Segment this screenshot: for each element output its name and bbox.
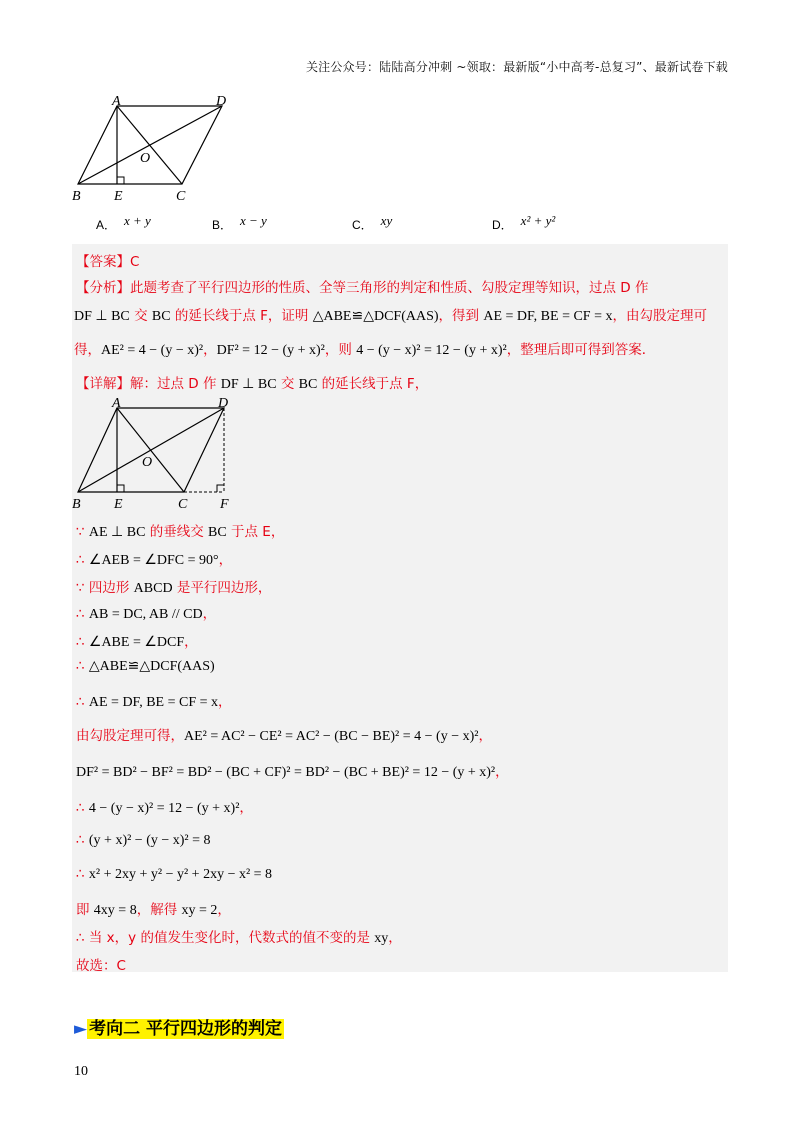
detail-intro: 【详解】解：过点 D 作 DF ⊥ BC 交 BC 的延长线于点 F， [76,376,429,392]
label-b: B [72,189,81,204]
step-6: ∴ △ABE≌△DCF(AAS) [76,658,215,674]
analysis-line-3: 得，AE² = 4 − (y − x)²，DF² = 12 − (y + x)²，则 4 − (y − x)² = 12 − (y + x)²，整理后即可得到答案． [74,342,656,358]
label-d: D [218,396,229,411]
step-2: ∴ ∠AEB = ∠DFC = 90°， [76,552,233,568]
answer-line: 【答案】C [76,254,140,270]
option-c[interactable]: C． xy [352,213,393,232]
label-f: F [220,497,229,512]
label-c: C [176,189,186,204]
label-o: O [140,151,151,166]
step-12: ∴ x² + 2xy + y² − y² + 2xy − x² = 8 [76,866,273,882]
section-heading: ► 考向二 平行四边形的判定 [74,1019,282,1039]
step-1: ∵ AE ⊥ BC 的垂线交 BC 于点 E， [76,524,285,540]
label-a: A [112,396,121,411]
analysis-line-1: 【分析】此题考查了平行四边形的性质、全等三角形的判定和性质、勾股定理等知识，过点 D 作 [76,280,649,296]
option-d[interactable]: D． x² + y² [492,213,556,232]
label-d: D [216,94,227,109]
label-b: B [72,497,81,512]
step-4: ∴ AB = DC, AB // CD， [76,606,217,622]
option-b[interactable]: B． x − y [212,213,267,232]
analysis-line-2: DF ⊥ BC 交 BC 的延长线于点 F，证明 △ABE≌△DCF(AAS)，得到 AE = DF, BE = CF = x，由勾股定理可 [74,308,707,324]
step-10: ∴ 4 − (y − x)² = 12 − (y + x)²， [76,800,253,816]
answer-options [96,213,696,240]
label-a: A [112,94,121,109]
parallelogram-figure-extended [70,394,250,512]
label-e: E [114,497,123,512]
step-8: 由勾股定理可得，AE² = AC² − CE² = AC² − (BC − BE)² = 4 − (y − x)²， [76,728,492,744]
step-15: 故选：C [76,958,126,974]
step-5: ∴ ∠ABE = ∠DCF， [76,634,198,650]
page-header: 关注公众号：陆陆高分冲刺 ~领取：最新版“小中高考-总复习”、最新试卷下载 [305,60,728,74]
step-3: ∵ 四边形 ABCD 是平行四边形， [76,580,272,596]
step-11: ∴ (y + x)² − (y − x)² = 8 [76,832,211,848]
label-e: E [114,189,123,204]
step-9: DF² = BD² − BF² = BD² − (BC + CF)² = BD² − (BC + BE)² = 12 − (y + x)²， [76,764,509,780]
parallelogram-figure [70,92,240,204]
page-number: 10 [74,1064,88,1079]
label-o: O [142,455,153,470]
triangle-marker-icon: ► [74,1019,88,1039]
label-c: C [178,497,188,512]
step-7: ∴ AE = DF, BE = CF = x， [76,694,232,710]
step-13: 即 4xy = 8，解得 xy = 2， [76,902,231,918]
option-a[interactable]: A． x + y [96,213,151,232]
step-14: ∴ 当 x，y 的值发生变化时，代数式的值不变的是 xy， [76,930,402,946]
